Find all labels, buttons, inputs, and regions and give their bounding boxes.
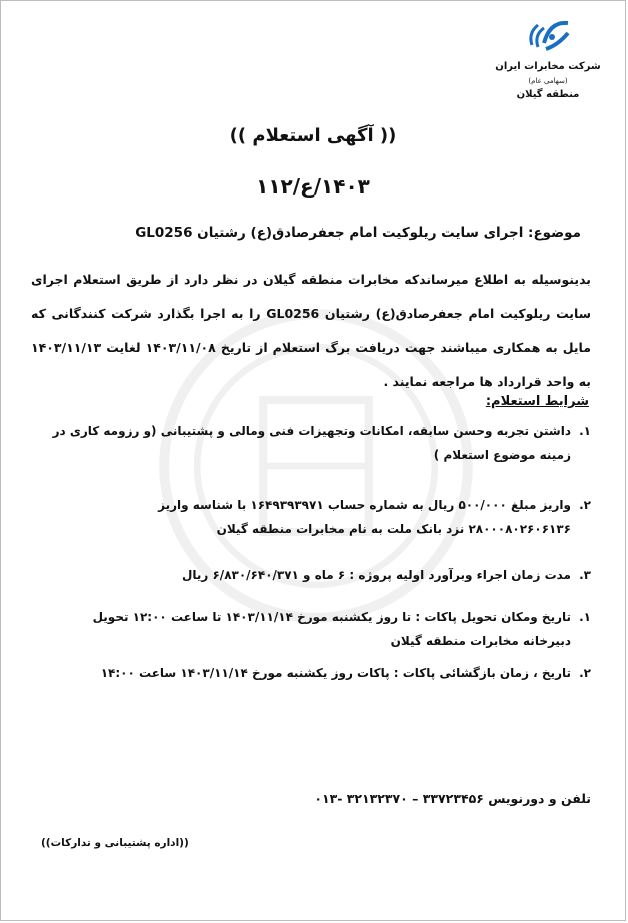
condition-text: داشتن تجربه وحسن سابقه، امکانات وتجهیزات فنی ومالی و پشتیبانی (و رزومه کاری در <box>52 424 571 438</box>
contact-phone-fax: تلفن و دورنویس ۳۳۷۲۳۴۵۶ – ۳۲۱۳۲۳۷۰ -۰۱۳ <box>314 791 591 806</box>
condition-line <box>29 493 591 517</box>
condition-number: ۲. <box>579 498 591 512</box>
condition-text: تاریخ ، زمان بازگشائی پاکات : پاکات روز یکشنبه مورخ ۱۴۰۳/۱۱/۱۴ ساعت ۱۴:۰۰ <box>100 666 571 680</box>
condition-item <box>29 493 591 541</box>
intro-paragraph: بدینوسیله به اطلاع میرساندکه مخابرات منطقه گیلان در نظر دارد از طریق استعلام اجرای سایت ریلوکیت امام جعفرصادق(ع) رشتیان GL0256 را به اجرا بگذارد شرکت کنندگانی که مایل به همکاری میباشند جهت دریافت برگ استعلام از تاریخ ۱۴۰۳/۱۱/۰۸ لغایت ۱۴۰۳/۱۱/۱۳ به واحد قرارداد ها مراجعه نمایند . <box>31 272 591 389</box>
notice-subject: موضوع: اجرای سایت ریلوکیت امام جعفرصادق(ع) رشتیان GL0256 <box>135 225 581 241</box>
conditions-heading: شرایط استعلام: <box>485 394 589 409</box>
condition-line: زمینه موضوع استعلام ) <box>433 448 571 462</box>
company-logo-block <box>493 15 603 103</box>
company-type: (سهامی عام) <box>528 77 568 85</box>
condition-item <box>29 563 591 587</box>
condition-item <box>29 605 591 653</box>
notice-title: (( آگهی استعلام )) <box>229 125 397 146</box>
condition-number: ۱. <box>579 424 591 438</box>
condition-item <box>29 661 591 685</box>
condition-item <box>29 419 591 467</box>
company-region: منطقه گیلان <box>516 89 580 100</box>
condition-line <box>29 605 591 629</box>
condition-number: ۱. <box>579 610 591 624</box>
telecom-logo-icon <box>524 15 572 55</box>
condition-number: ۳. <box>579 568 591 582</box>
condition-line <box>29 419 591 443</box>
condition-line <box>29 661 591 685</box>
condition-number: ۲. <box>579 666 591 680</box>
condition-text: مدت زمان اجراء وبرآورد اولیه پروژه : ۶ ماه و ۶/۸۳۰/۶۴۰/۳۷۱ ریال <box>181 568 571 582</box>
condition-line: دبیرخانه مخابرات منطقه گیلان <box>390 634 571 648</box>
condition-text: تاریخ ومکان تحویل پاکات : تا روز یکشنبه مورخ ۱۴۰۳/۱۱/۱۴ تا ساعت ۱۲:۰۰ تحویل <box>92 610 571 624</box>
condition-text: واریز مبلغ ۵۰۰/۰۰۰ ریال به شماره حساب ۱۶۴۹۳۹۳۹۷۱ با شناسه واریز <box>158 498 571 512</box>
condition-line: ۲۸۰۰۰۸۰۲۶۰۶۱۳۶ نزد بانک ملت به نام مخابرات منطقه گیلان <box>216 522 571 536</box>
reference-number: ۱۴۰۳/ع/۱۱۲ <box>256 174 370 198</box>
company-name: شرکت مخابرات ایران <box>495 61 601 72</box>
condition-line <box>29 563 591 587</box>
issuing-department: ((اداره پشتیبانی و تدارکات)) <box>41 837 189 849</box>
